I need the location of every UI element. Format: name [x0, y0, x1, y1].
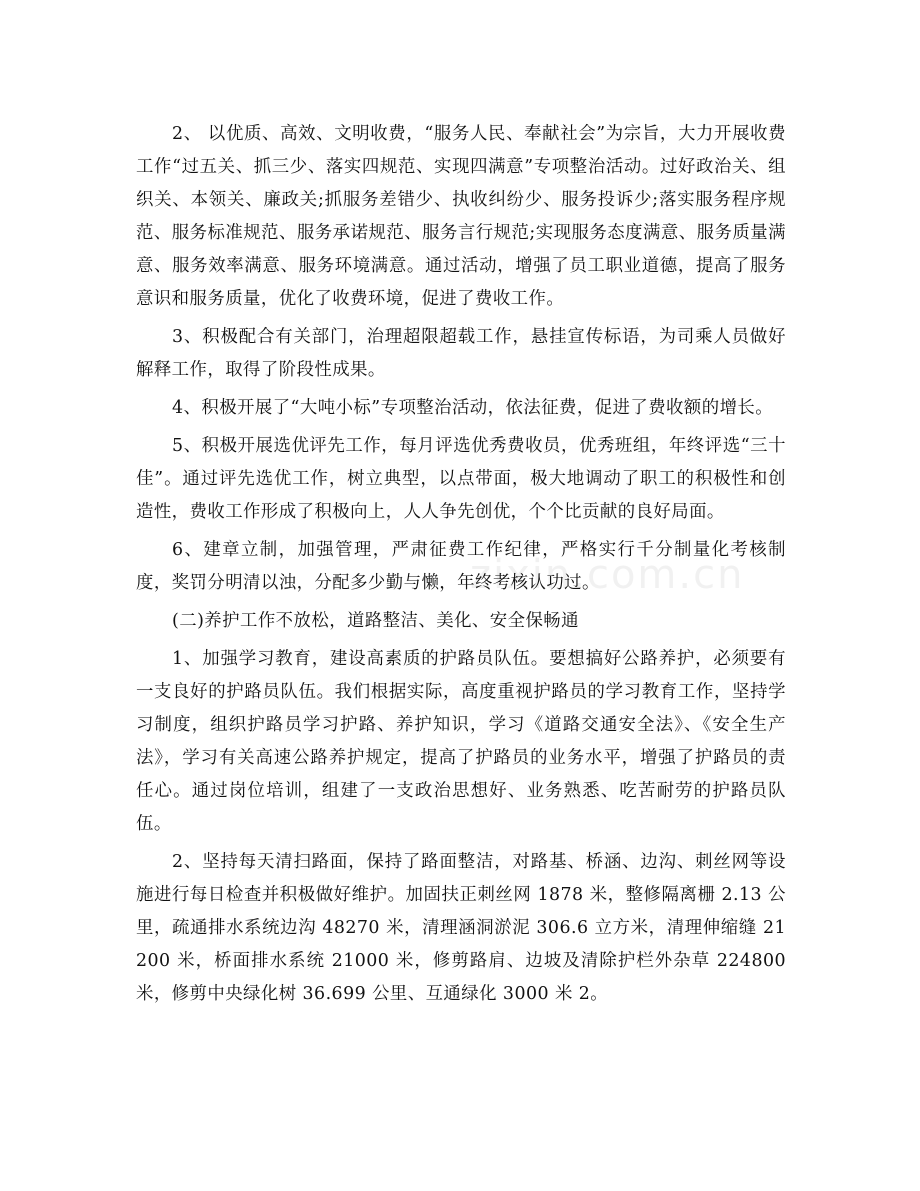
watermark: zixin.com.cn [470, 552, 745, 598]
section-heading-maintenance: (二)养护工作不放松，道路整洁、美化、安全保畅通 [172, 611, 579, 631]
paragraph-tonnage-campaign: 4、积极开展了“大吨小标”专项整治活动，依法征费，促进了费收额的增长。 [172, 398, 774, 418]
document-body [136, 118, 786, 1016]
paragraph-excellence-selection: 5、积极开展选优评先工作，每月评选优秀费收员，优秀班组，年终评选“三十佳”。通过评先选优工作，树立典型，以点带面，极大地调动了职工的积极性和创造性，费收工作形成了积极向上，人人争先创优，个个比贡献的良好局面。 [136, 436, 786, 522]
paragraph-overload-control: 3、积极配合有关部门，治理超限超载工作，悬挂宣传标语，为司乘人员做好解释工作，取得了阶段性成果。 [136, 327, 786, 380]
paragraph-road-cleaning: 2、坚持每天清扫路面，保持了路面整洁，对路基、桥涵、边沟、刺丝网等设施进行每日检查并积极做好维护。加固扶正刺丝网 1878 米，整修隔离栅 2.13 公里，疏通排水系统边沟 48270 米，清理涵洞淤泥 306.6 立方米，清理伸缩缝 21200 米，桥面排水系统 21000 米，修剪路肩、边坡及清除护栏外杂草 224800 米，修剪中央绿化树 36.699 公里、互通绿化 3000 米 2。 [136, 852, 786, 1004]
paragraph-rules-management: 6、建章立制，加强管理，严肃征费工作纪律，严格实行千分制量化考核制度，奖罚分明清以浊，分配多少勤与懒，年终考核认功过。 [136, 540, 786, 593]
paragraph-staff-education: 1、加强学习教育，建设高素质的护路员队伍。要想搞好公路养护，必须要有一支良好的护路员队伍。我们根据实际，高度重视护路员的学习教育工作，坚持学习制度，组织护路员学习护路、养护知识，学习《道路交通安全法》、《安全生产法》，学习有关高速公路养护规定，提高了护路员的业务水平，增强了护路员的责任心。通过岗位培训，组建了一支政治思想好、业务熟悉、吃苦耐劳的护路员队伍。 [136, 649, 786, 834]
paragraph-fee-service: 2、 以优质、高效、文明收费，“服务人民、奉献社会”为宗旨，大力开展收费工作“过五关、抓三少、落实四规范、实现四满意”专项整治活动。过好政治关、组织关、本领关、廉政关;抓服务差错少、执收纠纷少、服务投诉少;落实服务程序规范、服务标准规范、服务承诺规范、服务言行规范;实现服务态度满意、服务质量满意、服务效率满意、服务环境满意。通过活动，增强了员工职业道德，提高了服务意识和服务质量，优化了收费环境，促进了费收工作。 [136, 124, 786, 309]
